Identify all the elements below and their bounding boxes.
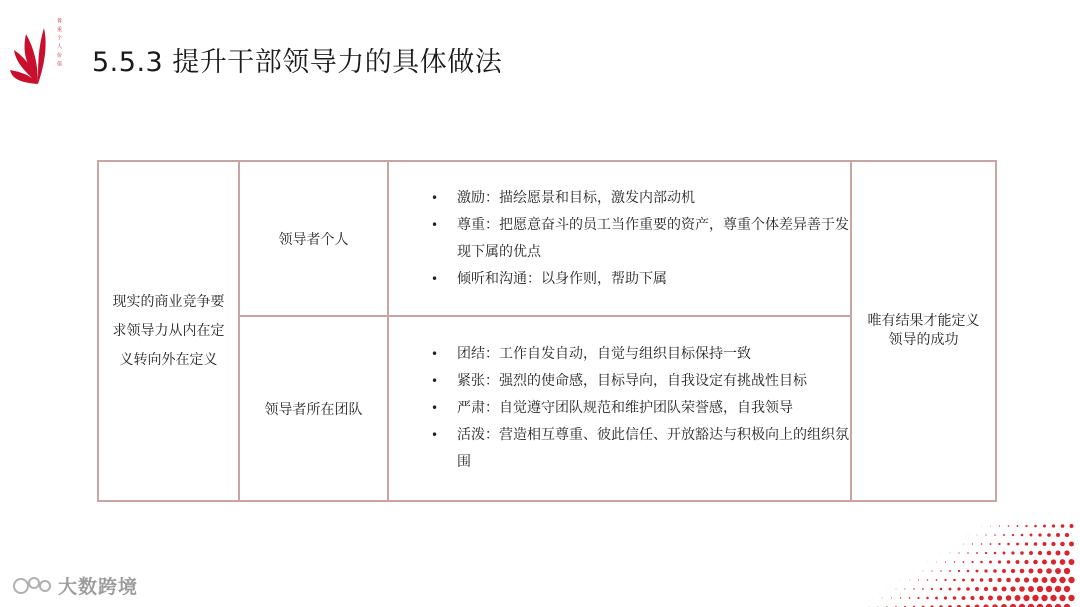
decor-dot — [1047, 533, 1051, 537]
decor-dot — [940, 588, 943, 591]
bullet-list — [389, 341, 850, 476]
decor-dot — [1056, 551, 1061, 556]
decor-dot — [936, 579, 938, 581]
context-line: 求领导力从内在定 — [112, 322, 225, 339]
decor-dot — [944, 579, 946, 581]
decor-dot — [1064, 586, 1070, 592]
decor-dot — [1033, 577, 1039, 583]
decor-dot — [984, 587, 988, 591]
decor-dot — [945, 561, 946, 562]
decor-dot — [1042, 577, 1048, 583]
decor-dot — [958, 552, 959, 553]
decor-dot — [1050, 577, 1056, 583]
decor-dot — [1050, 595, 1056, 601]
conclusion-line: 领导的成功 — [888, 332, 959, 348]
conclusion-cell — [851, 161, 996, 501]
decor-dot — [1012, 534, 1014, 536]
bullet-list — [389, 185, 850, 293]
decor-dot — [936, 562, 937, 563]
decor-dot — [999, 525, 1000, 526]
decor-dot — [1003, 534, 1005, 536]
table-row — [98, 161, 996, 316]
decor-dot — [944, 596, 947, 599]
decor-dot — [1008, 525, 1010, 527]
decor-dot — [954, 561, 956, 563]
decor-dot — [966, 587, 970, 591]
decor-dot — [1056, 533, 1060, 537]
decor-dot — [1061, 524, 1065, 528]
decor-dot — [1038, 533, 1041, 536]
decor-dot — [976, 570, 979, 573]
decor-dot — [1002, 587, 1007, 592]
decor-dot — [1038, 551, 1042, 555]
decor-dot — [1011, 569, 1015, 573]
decor-dot — [1015, 595, 1021, 601]
list-item: • 尊重：把愿意奋斗的员工当作重要的资产，尊重个体差异善于发现下属的优点 — [431, 212, 850, 266]
watermark-text: 大数跨境 — [58, 576, 139, 598]
decor-dot — [977, 535, 978, 536]
decor-dot — [949, 588, 952, 591]
decor-dot — [994, 534, 996, 536]
decor-dot — [1069, 559, 1075, 565]
decor-dot — [981, 526, 982, 527]
decor-dot — [998, 543, 1000, 545]
decor-dot — [967, 552, 969, 554]
decor-dot — [1059, 595, 1065, 601]
decor-dot — [989, 561, 992, 564]
decor-dot — [1046, 568, 1052, 574]
decor-dot — [1060, 542, 1065, 547]
decor-dot — [958, 570, 960, 572]
decor-dot — [981, 543, 983, 545]
decor-dot — [1021, 534, 1024, 537]
decor-dot — [1051, 559, 1056, 564]
decor-dot — [968, 535, 969, 536]
decor-dot — [1010, 586, 1015, 591]
decor-dot — [954, 544, 955, 545]
decor-dot — [1016, 560, 1020, 564]
decor-dot — [972, 543, 973, 544]
decor-dot — [1029, 569, 1034, 574]
decor-dot — [1060, 559, 1066, 565]
decor-dot — [1052, 524, 1055, 527]
decor-dot — [1024, 560, 1028, 564]
decor-dot — [1064, 550, 1069, 555]
decor-dot — [904, 588, 905, 589]
decor-dot — [1047, 551, 1052, 556]
decor-dot — [931, 570, 932, 571]
decor-dot — [957, 587, 960, 590]
decor-dot — [962, 596, 966, 600]
decor-dot — [1024, 577, 1029, 582]
decor-dot — [949, 570, 951, 572]
decor-dot — [882, 598, 883, 599]
decor-dot — [913, 588, 914, 589]
context-line: 现实的商业竞争要 — [112, 293, 225, 310]
decor-dot — [985, 552, 987, 554]
list-item: • 团结：工作自发自动，自觉与组织目标保持一致 — [431, 341, 850, 368]
decor-dot — [1068, 577, 1074, 583]
decor-dot — [909, 580, 910, 581]
decor-dot — [1007, 560, 1011, 564]
decor-dot — [988, 596, 993, 601]
decor-dot — [1007, 543, 1010, 546]
decor-dot — [967, 570, 970, 573]
decor-dot — [993, 569, 997, 573]
decor-dot — [985, 534, 986, 535]
decor-dot — [997, 578, 1001, 582]
decorative-dots — [860, 517, 1080, 607]
decor-dot — [1046, 586, 1052, 592]
decor-dot — [1068, 595, 1074, 601]
decor-dot — [1041, 595, 1047, 601]
decor-dot — [971, 578, 974, 581]
context-line: 义转向外在定义 — [119, 351, 218, 368]
decor-dot — [989, 578, 993, 582]
list-item: • 紧张：强烈的使命感，目标导向，自我设定有挑战性目标 — [431, 368, 850, 395]
row-label: 领导者所在团队 — [239, 316, 388, 501]
decor-dot — [922, 588, 924, 590]
decor-dot — [980, 561, 983, 564]
decor-dot — [980, 578, 984, 582]
list-item: • 倾听和沟通：以身作则，帮助下属 — [431, 266, 850, 293]
decor-dot — [970, 596, 974, 600]
bullet-cell — [388, 316, 851, 501]
decor-dot — [975, 587, 979, 591]
decor-dot — [1070, 524, 1074, 528]
decor-dot — [1017, 525, 1019, 527]
bullet-cell — [388, 161, 851, 316]
decor-dot — [918, 579, 919, 580]
decor-dot — [963, 561, 965, 563]
watermark — [12, 572, 138, 599]
decor-dot — [994, 552, 997, 555]
decor-dot — [1043, 542, 1047, 546]
decor-dot — [993, 587, 998, 592]
decor-dot — [1043, 525, 1046, 528]
decor-dot — [1059, 577, 1065, 583]
decor-dot — [1020, 569, 1025, 574]
list-item: • 严肃：自觉遵守团队规范和维护团队荣誉感，自我领导 — [431, 395, 850, 422]
decor-dot — [979, 596, 984, 601]
decor-dot — [950, 553, 951, 554]
watermark-logo-icon — [12, 575, 52, 597]
decor-dot — [1034, 542, 1038, 546]
decor-dot — [998, 560, 1001, 563]
decor-dot — [891, 597, 892, 598]
row-label: 领导者个人 — [239, 161, 388, 316]
decor-dot — [1042, 560, 1047, 565]
decor-dot — [1006, 595, 1012, 601]
decor-dot — [953, 596, 957, 600]
decor-dot — [1023, 595, 1029, 601]
decor-dot — [1002, 569, 1006, 573]
decor-dot — [1064, 568, 1070, 574]
decor-dot — [1015, 578, 1020, 583]
decor-dot — [1033, 560, 1038, 565]
decor-dot — [923, 571, 924, 572]
decor-dot — [896, 589, 897, 590]
decor-dot — [1037, 586, 1043, 592]
page-title: 5.5.3 提升干部领导力的具体做法 — [92, 47, 503, 78]
decor-dot — [1029, 551, 1033, 555]
decor-dot — [1069, 542, 1074, 547]
decor-dot — [926, 597, 928, 599]
decor-dot — [990, 526, 991, 527]
decor-dot — [1028, 586, 1034, 592]
decor-dot — [1006, 578, 1011, 583]
decor-dot — [1055, 586, 1061, 592]
conclusion-line: 唯有结果才能定义 — [867, 313, 980, 329]
decor-dot — [1030, 534, 1033, 537]
list-item: • 激励：描绘愿景和目标，激发内部动机 — [431, 185, 850, 212]
decor-dot — [1019, 586, 1025, 592]
decor-dot — [1016, 543, 1019, 546]
decor-dot — [1065, 533, 1069, 537]
decor-dot — [1020, 551, 1024, 555]
leadership-table — [97, 160, 997, 502]
logo-tagline: 尊 重 个 人 价 值 — [56, 18, 62, 67]
decor-dot — [997, 595, 1002, 600]
decor-dot — [984, 569, 987, 572]
decor-dot — [1025, 542, 1028, 545]
decor-dot — [917, 597, 919, 599]
decor-dot — [927, 579, 928, 580]
decor-dot — [1003, 552, 1006, 555]
decor-dot — [976, 552, 978, 554]
decor-dot — [1037, 568, 1042, 573]
decor-dot — [953, 579, 956, 582]
decor-dot — [971, 561, 973, 563]
decor-dot — [900, 597, 901, 598]
decor-dot — [935, 597, 938, 600]
decor-dot — [1011, 551, 1014, 554]
decor-dot — [909, 597, 911, 599]
decor-dot — [1055, 568, 1061, 574]
decor-dot — [963, 544, 964, 545]
decor-dot — [1032, 595, 1038, 601]
decor-dot — [1025, 525, 1027, 527]
decor-dot — [931, 588, 933, 590]
list-item: • 活泼：营造相互尊重、彼此信任、开放豁达与积极向上的组织氛围 — [431, 422, 850, 476]
decor-dot — [1034, 525, 1037, 528]
decor-dot — [962, 579, 965, 582]
decor-dot — [940, 570, 941, 571]
context-cell — [98, 161, 239, 501]
decor-dot — [1051, 542, 1055, 546]
decor-dot — [990, 543, 992, 545]
